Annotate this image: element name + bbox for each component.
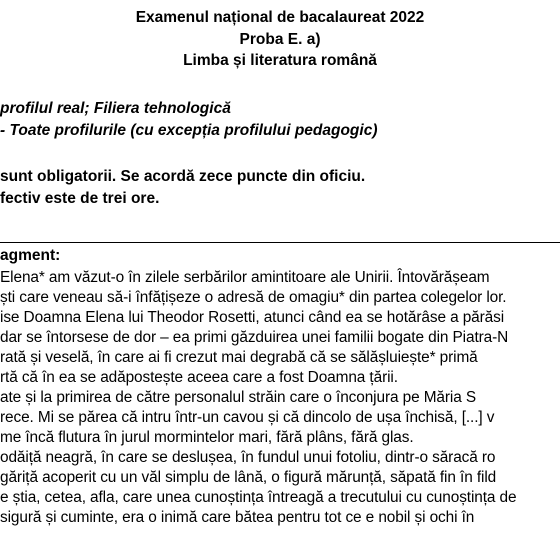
fragment-line: sigură și cuminte, era o inimă care bătea pentru tot ce e nobil și ochi în bbox=[0, 509, 475, 526]
exam-subtitle: Proba E. a) bbox=[239, 31, 321, 48]
fragment-line: dar se întorsese de dor – ea primi găzduirea unei familii bogate din Piatra-N bbox=[0, 329, 509, 346]
fragment-line: rată și veselă, în care ai fi crezut mai degrabă că se sălășluiește* primă bbox=[0, 349, 478, 366]
fragment-title: agment: bbox=[0, 247, 61, 264]
fragment-line: ate și la primirea de către personalul străin care o înconjura pe Măria S bbox=[0, 389, 477, 406]
fragment-line: Elena* am văzut-o în zilele serbărilor amintitoare ale Unirii. Întovărășeam bbox=[0, 269, 490, 286]
fragment-line: me încă flutura în jurul mormintelor mari, fără plâns, fără glas. bbox=[0, 429, 414, 446]
fragment-line: ise Doamna Elena lui Theodor Rosetti, atunci când ea se hotărâse a părăsi bbox=[0, 309, 505, 326]
instruction-line-1: sunt obligatorii. Se acordă zece puncte din oficiu. bbox=[0, 168, 366, 185]
profile-line-2: - Toate profilurile (cu excepția profilului pedagogic) bbox=[0, 122, 378, 139]
section-divider bbox=[0, 242, 560, 243]
exam-subject: Limba și literatura română bbox=[183, 52, 377, 69]
fragment-line: rtă că în ea se adăpostește aceea care a fost Doamna țării. bbox=[0, 369, 398, 386]
fragment-line: odăiță neagră, în care se deslușea, în fundul unui fotoliu, dintr-o săracă ro bbox=[0, 449, 496, 466]
instruction-line-2: fectiv este de trei ore. bbox=[0, 190, 160, 207]
fragment-line: ști care veneau să-i înfățișeze o adresă de omagiu* din partea colegelor lor. bbox=[0, 289, 507, 306]
profile-line-1: profilul real; Filiera tehnologică bbox=[0, 100, 231, 117]
fragment-line: rece. Mi se părea că intru într-un cavou și că dincolo de ușa închisă, [...] v bbox=[0, 409, 495, 426]
fragment-line: e știa, cetea, afla, care unea cunoștința întreagă a trecutului cu cunoștința de bbox=[0, 489, 517, 506]
exam-title: Examenul național de bacalaureat 2022 bbox=[135, 9, 425, 26]
fragment-line: găriță acoperit cu un văl simplu de lână, o figură mărunță, săpată fin în fild bbox=[0, 469, 497, 486]
